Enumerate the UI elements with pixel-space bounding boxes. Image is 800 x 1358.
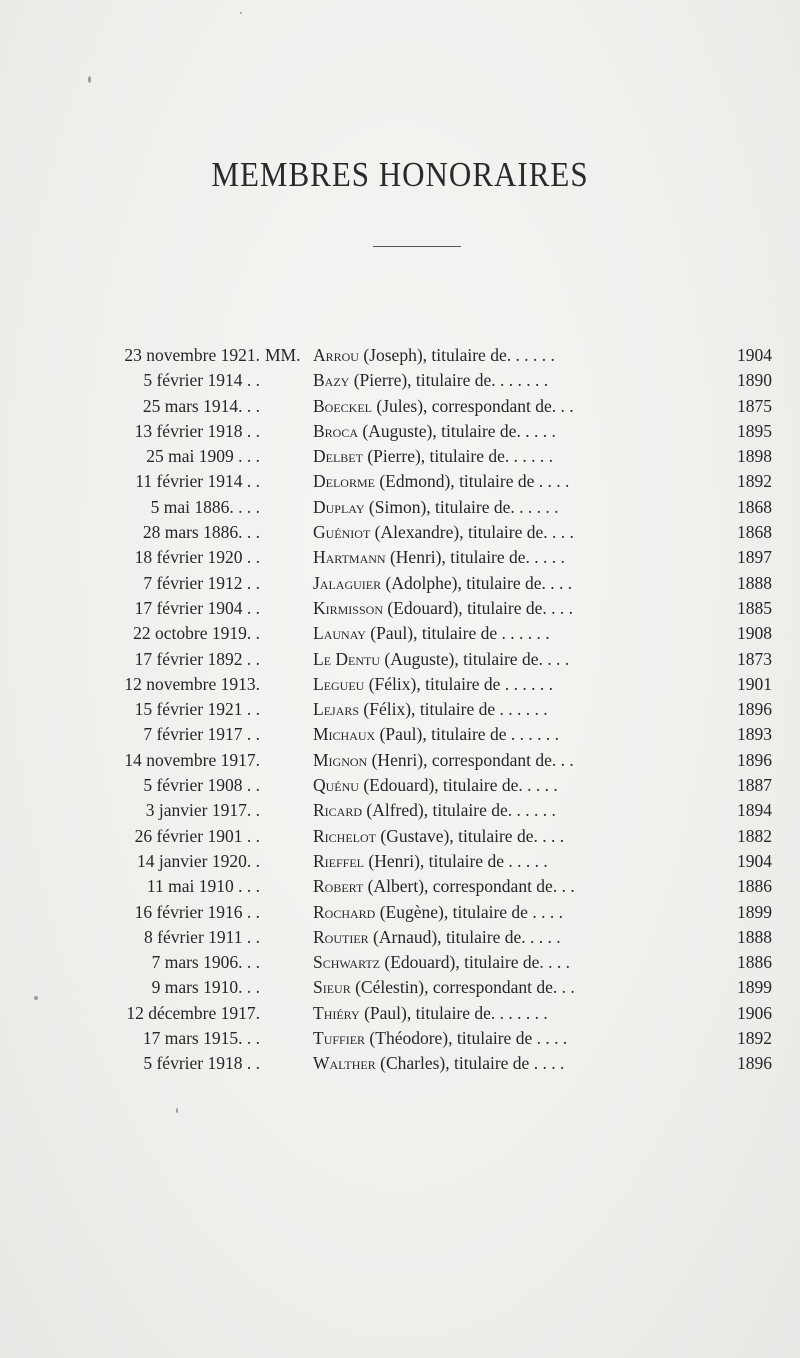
membership-year: 1895 — [737, 420, 772, 441]
membership-year: 1886 — [737, 952, 772, 973]
members-list — [0, 343, 800, 1077]
member-given-name: (Adolphe), — [385, 572, 462, 593]
member-description — [313, 849, 768, 874]
election-date: 11 février 1914 . . — [135, 471, 260, 492]
member-entry — [0, 824, 800, 849]
member-role: titulaire de. . . . — [464, 952, 571, 973]
member-surname: Legueu — [313, 673, 365, 694]
membership-year: 1896 — [737, 699, 772, 720]
member-entry — [0, 419, 800, 444]
member-entry — [0, 368, 800, 393]
member-description — [313, 394, 768, 419]
member-description — [313, 368, 768, 393]
member-entry — [0, 1026, 800, 1051]
member-entry — [0, 621, 800, 646]
member-role: titulaire de. . . . — [458, 825, 565, 846]
election-date: 11 mai 1910 . . . — [146, 876, 260, 897]
membership-year: 1868 — [737, 496, 772, 517]
member-given-name: (Paul), — [379, 724, 427, 745]
election-date: 28 mars 1886. . . — [142, 522, 260, 543]
election-date: 12 décembre 1917. — [126, 1002, 260, 1023]
ink-speck — [176, 1108, 178, 1113]
member-surname: Kirmisson — [313, 597, 383, 618]
member-surname: Thiéry — [313, 1002, 360, 1023]
member-description — [313, 748, 768, 773]
member-given-name: (Gustave), — [380, 825, 454, 846]
member-role: titulaire de. . . . — [467, 522, 574, 543]
membership-year: 1886 — [737, 876, 772, 897]
member-given-name: (Auguste), — [384, 648, 459, 669]
member-role: titulaire de. . . . . . — [431, 345, 555, 365]
membership-year: 1868 — [737, 522, 772, 543]
membership-year: 1898 — [737, 446, 772, 467]
membership-year: 1899 — [737, 901, 772, 922]
member-description — [313, 647, 768, 672]
member-given-name: (Pierre), — [353, 370, 412, 391]
ink-speck — [240, 12, 242, 14]
member-surname: Schwartz — [313, 952, 381, 973]
election-date: 5 février 1918 . . — [143, 1053, 260, 1074]
election-date: 7 février 1917 . . — [143, 724, 260, 745]
page-title: MEMBRES HONORAIRES — [211, 154, 589, 195]
election-date: 17 mars 1915. . . — [142, 1028, 260, 1049]
election-date: 9 mars 1910. . . — [151, 977, 260, 998]
member-description — [313, 1001, 768, 1026]
member-role: titulaire de. . . . . . . — [415, 370, 549, 391]
member-description — [313, 874, 768, 899]
member-description — [313, 419, 768, 444]
member-given-name: (Auguste), — [362, 420, 437, 441]
election-date: 13 février 1918 . . — [134, 420, 260, 441]
membership-year: 1908 — [737, 623, 772, 644]
member-surname: Delbet — [313, 446, 363, 467]
election-date: 22 octobre 1919. . — [133, 623, 260, 644]
title-divider — [373, 246, 461, 247]
member-surname: Rieffel — [313, 850, 365, 871]
membership-year: 1885 — [737, 597, 772, 618]
member-given-name: (Pierre), — [367, 446, 426, 467]
member-role: titulaire de . . . . — [454, 1053, 565, 1074]
ink-speck — [88, 76, 91, 83]
member-role: titulaire de . . . . . — [428, 850, 548, 871]
member-entry — [0, 722, 800, 747]
member-given-name: (Célestin), — [355, 977, 429, 998]
membership-year: 1888 — [737, 926, 772, 947]
member-entry — [0, 495, 800, 520]
member-description — [313, 925, 768, 950]
member-given-name: (Arnaud), — [373, 926, 442, 947]
membership-year: 1899 — [737, 977, 772, 998]
member-role: titulaire de. . . . — [467, 597, 574, 618]
member-role: titulaire de . . . . — [456, 1028, 568, 1049]
member-given-name: (Henri), — [368, 850, 425, 871]
membership-year: 1875 — [737, 395, 772, 416]
member-description — [313, 900, 768, 925]
membership-year: 1892 — [737, 1028, 772, 1049]
membership-year: 1906 — [737, 1002, 772, 1023]
membership-year: 1896 — [737, 1053, 772, 1074]
membership-year: 1904 — [737, 345, 772, 365]
member-entry — [0, 697, 800, 722]
membership-year: 1893 — [737, 724, 772, 745]
member-surname: Quénu — [313, 775, 359, 796]
member-description — [313, 596, 768, 621]
membership-year: 1896 — [737, 749, 772, 770]
member-role: titulaire de. . . . . . — [432, 800, 556, 821]
election-date: 5 mai 1886. . . . — [150, 496, 260, 517]
member-role: titulaire de. . . . . . — [435, 496, 559, 517]
membership-year: 1887 — [737, 775, 772, 796]
member-surname: Guéniot — [313, 522, 371, 543]
member-given-name: (Charles), — [380, 1053, 450, 1074]
member-entry — [0, 925, 800, 950]
election-date: 5 février 1908 . . — [143, 775, 260, 796]
membership-year: 1888 — [737, 572, 772, 593]
member-given-name: (Edmond), — [379, 471, 455, 492]
member-surname: Robert — [313, 876, 364, 897]
member-description — [313, 697, 768, 722]
member-description — [313, 722, 768, 747]
member-role: titulaire de. . . . . — [450, 547, 565, 568]
member-surname: Hartmann — [313, 547, 386, 568]
member-surname: Richelot — [313, 825, 376, 846]
member-given-name: (Alfred), — [366, 800, 429, 821]
member-description — [313, 672, 768, 697]
member-entry — [0, 773, 800, 798]
member-entry — [0, 900, 800, 925]
member-given-name: (Henri), — [371, 749, 428, 770]
member-description — [313, 520, 768, 545]
member-entry — [0, 444, 800, 469]
election-date: 18 février 1920 . . — [134, 547, 260, 568]
member-role: titulaire de. . . . . — [441, 420, 556, 441]
member-description — [313, 824, 768, 849]
member-role: titulaire de . . . . . . — [425, 673, 553, 694]
election-date: 7 mars 1906. . . — [151, 952, 260, 973]
member-entry — [0, 849, 800, 874]
member-surname: Le Dentu — [313, 648, 381, 669]
member-entry — [0, 798, 800, 823]
election-date: 14 janvier 1920. . — [137, 850, 260, 871]
membership-year: 1882 — [737, 825, 772, 846]
member-given-name: (Edouard), — [384, 952, 460, 973]
member-role: titulaire de . . . . — [452, 901, 563, 922]
member-given-name: (Théodore), — [369, 1028, 453, 1049]
member-surname: Rochard — [313, 901, 376, 922]
membership-year: 1901 — [737, 673, 772, 694]
member-given-name: (Eugène), — [379, 901, 449, 922]
member-role: titulaire de. . . . . . — [429, 446, 553, 467]
election-date: 12 novembre 1913. — [124, 673, 260, 694]
member-description — [313, 1051, 768, 1076]
membership-year: 1904 — [737, 850, 772, 871]
member-description — [313, 621, 768, 646]
member-surname: Jalaguier — [313, 572, 382, 593]
member-given-name: (Joseph), — [363, 345, 428, 365]
member-surname: Boeckel — [313, 395, 372, 416]
member-given-name: (Alexandre), — [374, 522, 464, 543]
election-date: 17 février 1904 . . — [134, 597, 260, 618]
member-entry — [0, 647, 800, 672]
membership-year: 1894 — [737, 800, 772, 821]
member-surname: Lejars — [313, 699, 360, 720]
member-role: titulaire de. . . . . . . — [415, 1002, 548, 1023]
member-entry — [0, 520, 800, 545]
member-given-name: (Félix), — [368, 673, 421, 694]
member-given-name: (Paul), — [364, 1002, 412, 1023]
member-entry — [0, 748, 800, 773]
member-entry — [0, 596, 800, 621]
member-entry — [0, 545, 800, 570]
member-entry — [0, 343, 800, 368]
member-given-name: (Albert), — [367, 876, 429, 897]
member-surname: Tuffier — [313, 1028, 366, 1049]
member-surname: Michaux — [313, 724, 376, 745]
election-date: 17 février 1892 . . — [134, 648, 260, 669]
member-surname: Walther — [313, 1053, 376, 1074]
member-entry — [0, 1001, 800, 1026]
member-entry — [0, 571, 800, 596]
member-surname: Routier — [313, 926, 369, 947]
member-role: titulaire de. . . . — [463, 648, 570, 669]
member-description — [313, 571, 768, 596]
member-surname: Duplay — [313, 496, 365, 517]
election-date: 23 novembre 1921. — [124, 345, 260, 365]
member-role: titulaire de . . . . . . — [421, 623, 550, 644]
member-surname: Ricard — [313, 800, 363, 821]
election-date: 8 février 1911 . . — [144, 926, 260, 947]
member-given-name: (Paul), — [370, 623, 418, 644]
member-entry — [0, 950, 800, 975]
member-description — [313, 444, 768, 469]
member-description — [313, 1026, 768, 1051]
election-date: 14 novembre 1917. — [124, 749, 260, 770]
member-description — [313, 773, 768, 798]
member-role: correspondant de. . . — [432, 977, 575, 998]
member-surname: Launay — [313, 623, 366, 644]
member-description — [313, 545, 768, 570]
member-role: titulaire de. . . . . — [443, 775, 558, 796]
member-role: titulaire de . . . . — [459, 471, 570, 492]
member-description — [313, 798, 768, 823]
election-date: 5 février 1914 . . — [143, 370, 260, 391]
honorific-label: MM. — [265, 345, 301, 365]
member-entry — [0, 874, 800, 899]
election-date: 25 mars 1914. . . — [142, 395, 260, 416]
member-role: titulaire de. . . . — [466, 572, 573, 593]
election-date: 3 janvier 1917. . — [145, 800, 260, 821]
member-description — [313, 975, 768, 1000]
member-given-name: (Henri), — [389, 547, 446, 568]
election-date: 15 février 1921 . . — [134, 699, 260, 720]
member-entry — [0, 672, 800, 697]
member-role: titulaire de . . . . . . — [431, 724, 559, 745]
member-entry — [0, 975, 800, 1000]
election-date: 26 février 1901 . . — [134, 825, 260, 846]
member-given-name: (Edouard), — [387, 597, 463, 618]
member-given-name: (Edouard), — [363, 775, 439, 796]
member-role: correspondant de. . . — [431, 749, 574, 770]
member-surname: Sieur — [313, 977, 351, 998]
member-given-name: (Simon), — [368, 496, 431, 517]
member-role: correspondant de. . . — [432, 876, 575, 897]
member-entry — [0, 469, 800, 494]
member-given-name: (Jules), — [376, 395, 428, 416]
member-surname: Bazy — [313, 370, 350, 391]
membership-year: 1873 — [737, 648, 772, 669]
member-given-name: (Félix), — [363, 699, 416, 720]
member-surname: Arrou — [313, 345, 359, 365]
member-role: titulaire de . . . . . . — [419, 699, 548, 720]
member-entry — [0, 1051, 800, 1076]
member-surname: Delorme — [313, 471, 375, 492]
member-description — [313, 495, 768, 520]
election-date: 16 février 1916 . . — [134, 901, 260, 922]
member-entry — [0, 394, 800, 419]
member-description — [313, 469, 768, 494]
election-date: 7 février 1912 . . — [143, 572, 260, 593]
membership-year: 1890 — [737, 370, 772, 391]
election-date: 25 mai 1909 . . . — [146, 446, 260, 467]
member-role: titulaire de. . . . . — [445, 926, 561, 947]
member-surname: Mignon — [313, 749, 368, 770]
membership-year: 1892 — [737, 471, 772, 492]
member-description — [313, 343, 768, 368]
member-description — [313, 950, 768, 975]
member-role: correspondant de. . . — [431, 395, 574, 416]
member-surname: Broca — [313, 420, 359, 441]
membership-year: 1897 — [737, 547, 772, 568]
